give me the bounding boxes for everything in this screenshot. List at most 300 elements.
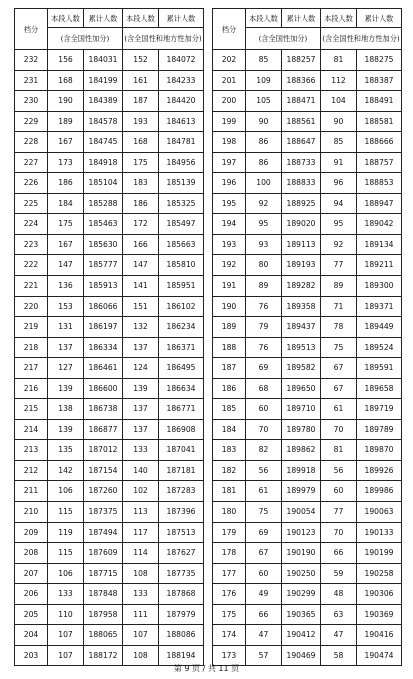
cell-count: 107 xyxy=(48,645,84,666)
cell-count-2: 108 xyxy=(123,563,159,584)
cell-cumulative: 186197 xyxy=(84,317,123,338)
cell-count: 109 xyxy=(246,70,282,91)
table-row xyxy=(15,522,204,543)
cell-cumulative: 187012 xyxy=(84,440,123,461)
cell-count-2: 139 xyxy=(123,378,159,399)
cell-count: 79 xyxy=(246,317,282,338)
table-row xyxy=(213,543,402,564)
cell-count: 138 xyxy=(48,399,84,420)
cell-count-2: 108 xyxy=(123,645,159,666)
table-row xyxy=(15,399,204,420)
cell-cumulative-2: 185139 xyxy=(159,173,204,194)
cell-count: 105 xyxy=(246,91,282,112)
cell-count-2: 92 xyxy=(321,234,357,255)
cell-score: 187 xyxy=(213,358,246,379)
cell-cumulative-2: 188947 xyxy=(357,193,402,214)
cell-count: 133 xyxy=(48,584,84,605)
cell-cumulative: 189918 xyxy=(282,460,321,481)
cell-count-2: 66 xyxy=(321,543,357,564)
table-row xyxy=(213,132,402,153)
cell-cumulative: 188925 xyxy=(282,193,321,214)
cell-cumulative-2: 185810 xyxy=(159,255,204,276)
cell-cumulative-2: 189986 xyxy=(357,481,402,502)
cell-count: 189 xyxy=(48,111,84,132)
header-count-2: 本段人数 xyxy=(321,9,357,28)
cell-count-2: 141 xyxy=(123,276,159,297)
table-row xyxy=(15,481,204,502)
table-row xyxy=(213,625,402,646)
cell-count-2: 58 xyxy=(321,645,357,666)
cell-score: 177 xyxy=(213,563,246,584)
cell-score: 227 xyxy=(15,152,48,173)
cell-score: 179 xyxy=(213,522,246,543)
cell-score: 205 xyxy=(15,604,48,625)
cell-cumulative-2: 189300 xyxy=(357,276,402,297)
cell-cumulative-2: 187868 xyxy=(159,584,204,605)
cell-score: 216 xyxy=(15,378,48,399)
table-row xyxy=(15,255,204,276)
cell-cumulative-2: 189449 xyxy=(357,317,402,338)
cell-score: 195 xyxy=(213,193,246,214)
cell-cumulative: 189020 xyxy=(282,214,321,235)
cell-cumulative: 185288 xyxy=(84,193,123,214)
table-row xyxy=(213,419,402,440)
cell-count: 60 xyxy=(246,563,282,584)
cell-cumulative: 189358 xyxy=(282,296,321,317)
cell-score: 221 xyxy=(15,276,48,297)
cell-cumulative: 188561 xyxy=(282,111,321,132)
cell-cumulative-2: 186634 xyxy=(159,378,204,399)
header-cumulative: 累计人数 xyxy=(84,9,123,28)
cell-count-2: 67 xyxy=(321,358,357,379)
cell-score: 210 xyxy=(15,502,48,523)
cell-cumulative: 184031 xyxy=(84,50,123,71)
cell-count: 153 xyxy=(48,296,84,317)
header-count: 本段人数 xyxy=(246,9,282,28)
cell-score: 217 xyxy=(15,358,48,379)
cell-cumulative-2: 190369 xyxy=(357,604,402,625)
cell-count: 139 xyxy=(48,419,84,440)
cell-count: 70 xyxy=(246,419,282,440)
table-row xyxy=(15,276,204,297)
table-row xyxy=(213,214,402,235)
cell-count-2: 81 xyxy=(321,50,357,71)
cell-cumulative: 185777 xyxy=(84,255,123,276)
cell-cumulative: 187958 xyxy=(84,604,123,625)
header-count-2: 本段人数 xyxy=(123,9,159,28)
cell-cumulative-2: 189524 xyxy=(357,337,402,358)
table-row xyxy=(213,317,402,338)
table-row xyxy=(213,234,402,255)
table-row xyxy=(15,111,204,132)
cell-cumulative: 189650 xyxy=(282,378,321,399)
cell-count: 100 xyxy=(246,173,282,194)
cell-cumulative-2: 190474 xyxy=(357,645,402,666)
cell-cumulative: 188733 xyxy=(282,152,321,173)
cell-count: 57 xyxy=(246,645,282,666)
table-row xyxy=(15,173,204,194)
cell-count: 137 xyxy=(48,337,84,358)
cell-score: 230 xyxy=(15,91,48,112)
cell-cumulative-2: 185325 xyxy=(159,193,204,214)
cell-score: 189 xyxy=(213,317,246,338)
cell-score: 176 xyxy=(213,584,246,605)
cell-cumulative-2: 184781 xyxy=(159,132,204,153)
cell-score: 212 xyxy=(15,460,48,481)
table-row xyxy=(213,522,402,543)
cell-count: 76 xyxy=(246,337,282,358)
cell-count: 167 xyxy=(48,132,84,153)
cell-cumulative: 189862 xyxy=(282,440,321,461)
cell-cumulative: 186600 xyxy=(84,378,123,399)
cell-cumulative: 190365 xyxy=(282,604,321,625)
cell-count: 68 xyxy=(246,378,282,399)
cell-cumulative: 184578 xyxy=(84,111,123,132)
cell-count: 115 xyxy=(48,502,84,523)
cell-count: 49 xyxy=(246,584,282,605)
cell-score: 192 xyxy=(213,255,246,276)
cell-count: 93 xyxy=(246,234,282,255)
table-row xyxy=(15,296,204,317)
table-row xyxy=(15,214,204,235)
table-row xyxy=(15,419,204,440)
cell-count: 106 xyxy=(48,481,84,502)
header-cumulative-2: 累计人数 xyxy=(357,9,402,28)
cell-cumulative-2: 188387 xyxy=(357,70,402,91)
cell-cumulative-2: 188491 xyxy=(357,91,402,112)
cell-cumulative: 190054 xyxy=(282,502,321,523)
cell-cumulative-2: 190258 xyxy=(357,563,402,584)
table-row xyxy=(213,502,402,523)
cell-score: 207 xyxy=(15,563,48,584)
cell-count-2: 89 xyxy=(321,276,357,297)
cell-count-2: 161 xyxy=(123,70,159,91)
cell-count-2: 175 xyxy=(123,152,159,173)
cell-count: 107 xyxy=(48,625,84,646)
table-row xyxy=(213,337,402,358)
table-row xyxy=(213,584,402,605)
cell-count: 86 xyxy=(246,132,282,153)
cell-count-2: 133 xyxy=(123,440,159,461)
table-row xyxy=(15,193,204,214)
cell-cumulative-2: 189926 xyxy=(357,460,402,481)
cell-count: 175 xyxy=(48,214,84,235)
table-row xyxy=(213,358,402,379)
cell-cumulative: 189437 xyxy=(282,317,321,338)
cell-count: 131 xyxy=(48,317,84,338)
cell-count-2: 113 xyxy=(123,502,159,523)
cell-score: 202 xyxy=(213,50,246,71)
header-score: 档分 xyxy=(213,9,246,50)
cell-count: 75 xyxy=(246,502,282,523)
cell-cumulative: 189979 xyxy=(282,481,321,502)
cell-count: 95 xyxy=(246,214,282,235)
cell-cumulative: 188647 xyxy=(282,132,321,153)
cell-cumulative-2: 184233 xyxy=(159,70,204,91)
cell-count: 86 xyxy=(246,152,282,173)
cell-count: 82 xyxy=(246,440,282,461)
table-row xyxy=(213,255,402,276)
cell-count-2: 78 xyxy=(321,317,357,338)
cell-count-2: 166 xyxy=(123,234,159,255)
table-row xyxy=(213,481,402,502)
cell-count-2: 133 xyxy=(123,584,159,605)
cell-count: 167 xyxy=(48,234,84,255)
cell-cumulative: 187848 xyxy=(84,584,123,605)
cell-count-2: 152 xyxy=(123,50,159,71)
table-row xyxy=(15,337,204,358)
cell-cumulative: 185630 xyxy=(84,234,123,255)
cell-count-2: 85 xyxy=(321,132,357,153)
cell-cumulative: 186334 xyxy=(84,337,123,358)
cell-count-2: 70 xyxy=(321,419,357,440)
cell-count: 127 xyxy=(48,358,84,379)
table-row xyxy=(15,460,204,481)
cell-cumulative-2: 185663 xyxy=(159,234,204,255)
table-body-right xyxy=(213,50,402,666)
cell-cumulative: 186877 xyxy=(84,419,123,440)
cell-cumulative-2: 188194 xyxy=(159,645,204,666)
cell-count-2: 67 xyxy=(321,378,357,399)
cell-cumulative: 188257 xyxy=(282,50,321,71)
cell-count-2: 183 xyxy=(123,173,159,194)
cell-count-2: 117 xyxy=(123,522,159,543)
cell-count-2: 186 xyxy=(123,193,159,214)
cell-score: 222 xyxy=(15,255,48,276)
cell-score: 232 xyxy=(15,50,48,71)
cell-count-2: 102 xyxy=(123,481,159,502)
table-row xyxy=(15,132,204,153)
table-body-left xyxy=(15,50,204,666)
header-subtitle-national-local: (含全国性和地方性加分) xyxy=(321,28,402,50)
cell-score: 199 xyxy=(213,111,246,132)
cell-score: 173 xyxy=(213,645,246,666)
cell-count: 115 xyxy=(48,543,84,564)
cell-cumulative-2: 184956 xyxy=(159,152,204,173)
cell-cumulative: 188833 xyxy=(282,173,321,194)
cell-count: 61 xyxy=(246,481,282,502)
cell-count-2: 193 xyxy=(123,111,159,132)
table-row xyxy=(15,152,204,173)
cell-cumulative: 190412 xyxy=(282,625,321,646)
cell-score: 206 xyxy=(15,584,48,605)
cell-cumulative-2: 184072 xyxy=(159,50,204,71)
cell-count-2: 140 xyxy=(123,460,159,481)
cell-cumulative-2: 187735 xyxy=(159,563,204,584)
cell-score: 209 xyxy=(15,522,48,543)
cell-cumulative: 187375 xyxy=(84,502,123,523)
cell-cumulative-2: 184613 xyxy=(159,111,204,132)
cell-score: 211 xyxy=(15,481,48,502)
header-score: 档分 xyxy=(15,9,48,50)
cell-score: 175 xyxy=(213,604,246,625)
cell-count: 85 xyxy=(246,50,282,71)
cell-cumulative-2: 189211 xyxy=(357,255,402,276)
cell-cumulative-2: 189042 xyxy=(357,214,402,235)
cell-count: 173 xyxy=(48,152,84,173)
cell-cumulative-2: 188757 xyxy=(357,152,402,173)
table-row xyxy=(213,70,402,91)
cell-count: 67 xyxy=(246,543,282,564)
cell-score: 203 xyxy=(15,645,48,666)
cell-score: 200 xyxy=(213,91,246,112)
cell-cumulative: 184199 xyxy=(84,70,123,91)
table-row xyxy=(213,296,402,317)
cell-score: 178 xyxy=(213,543,246,564)
cell-score: 182 xyxy=(213,460,246,481)
cell-count: 90 xyxy=(246,111,282,132)
cell-count: 66 xyxy=(246,604,282,625)
score-table-left xyxy=(14,8,204,666)
cell-score: 201 xyxy=(213,70,246,91)
cell-cumulative-2: 189371 xyxy=(357,296,402,317)
cell-cumulative-2: 190306 xyxy=(357,584,402,605)
score-table-right xyxy=(212,8,402,666)
table-row xyxy=(213,378,402,399)
cell-score: 208 xyxy=(15,543,48,564)
cell-cumulative: 187154 xyxy=(84,460,123,481)
table-row xyxy=(213,173,402,194)
cell-cumulative-2: 186371 xyxy=(159,337,204,358)
cell-cumulative-2: 189658 xyxy=(357,378,402,399)
cell-cumulative-2: 187181 xyxy=(159,460,204,481)
page-footer: 第 9 页 / 共 11 页 xyxy=(173,664,240,673)
header-subtitle-national-local: (含全国性和地方性加分) xyxy=(123,28,204,50)
table-row xyxy=(15,440,204,461)
cell-score: 226 xyxy=(15,173,48,194)
header-subtitle-national: (含全国性加分) xyxy=(48,28,123,50)
cell-count-2: 132 xyxy=(123,317,159,338)
cell-score: 196 xyxy=(213,173,246,194)
table-row xyxy=(213,152,402,173)
cell-score: 180 xyxy=(213,502,246,523)
cell-cumulative: 189710 xyxy=(282,399,321,420)
cell-cumulative-2: 188853 xyxy=(357,173,402,194)
cell-count-2: 137 xyxy=(123,419,159,440)
cell-score: 188 xyxy=(213,337,246,358)
cell-cumulative-2: 188581 xyxy=(357,111,402,132)
header-cumulative: 累计人数 xyxy=(282,9,321,28)
cell-count: 106 xyxy=(48,563,84,584)
table-row xyxy=(213,460,402,481)
cell-count: 119 xyxy=(48,522,84,543)
cell-cumulative: 187609 xyxy=(84,543,123,564)
cell-score: 186 xyxy=(213,378,246,399)
cell-cumulative-2: 187513 xyxy=(159,522,204,543)
cell-cumulative-2: 186908 xyxy=(159,419,204,440)
cell-cumulative-2: 186771 xyxy=(159,399,204,420)
cell-cumulative-2: 185951 xyxy=(159,276,204,297)
cell-cumulative: 184918 xyxy=(84,152,123,173)
cell-cumulative-2: 187627 xyxy=(159,543,204,564)
cell-count-2: 172 xyxy=(123,214,159,235)
cell-count-2: 147 xyxy=(123,255,159,276)
cell-cumulative-2: 189134 xyxy=(357,234,402,255)
cell-score: 220 xyxy=(15,296,48,317)
cell-count-2: 60 xyxy=(321,481,357,502)
cell-count: 190 xyxy=(48,91,84,112)
cell-count-2: 47 xyxy=(321,625,357,646)
cell-cumulative: 184389 xyxy=(84,91,123,112)
cell-count-2: 71 xyxy=(321,296,357,317)
cell-count-2: 124 xyxy=(123,358,159,379)
cell-score: 194 xyxy=(213,214,246,235)
cell-score: 218 xyxy=(15,337,48,358)
cell-count-2: 48 xyxy=(321,584,357,605)
cell-cumulative-2: 189719 xyxy=(357,399,402,420)
cell-count-2: 114 xyxy=(123,543,159,564)
cell-cumulative-2: 186495 xyxy=(159,358,204,379)
cell-cumulative-2: 187396 xyxy=(159,502,204,523)
cell-cumulative: 189193 xyxy=(282,255,321,276)
cell-score: 198 xyxy=(213,132,246,153)
cell-score: 204 xyxy=(15,625,48,646)
table-row xyxy=(213,91,402,112)
cell-score: 213 xyxy=(15,440,48,461)
cell-count-2: 111 xyxy=(123,604,159,625)
cell-cumulative: 186066 xyxy=(84,296,123,317)
table-row xyxy=(15,317,204,338)
table-row xyxy=(213,111,402,132)
cell-cumulative-2: 185497 xyxy=(159,214,204,235)
cell-count-2: 77 xyxy=(321,255,357,276)
cell-cumulative-2: 189789 xyxy=(357,419,402,440)
cell-score: 193 xyxy=(213,234,246,255)
cell-count-2: 77 xyxy=(321,502,357,523)
cell-count-2: 107 xyxy=(123,625,159,646)
table-row xyxy=(213,399,402,420)
table-row xyxy=(15,604,204,625)
cell-cumulative-2: 190133 xyxy=(357,522,402,543)
cell-cumulative-2: 187979 xyxy=(159,604,204,625)
table-row xyxy=(213,604,402,625)
cell-count: 56 xyxy=(246,460,282,481)
cell-count: 135 xyxy=(48,440,84,461)
cell-score: 197 xyxy=(213,152,246,173)
cell-count: 92 xyxy=(246,193,282,214)
table-row xyxy=(213,563,402,584)
cell-count-2: 63 xyxy=(321,604,357,625)
cell-score: 174 xyxy=(213,625,246,646)
cell-count-2: 59 xyxy=(321,563,357,584)
cell-score: 214 xyxy=(15,419,48,440)
cell-cumulative: 187715 xyxy=(84,563,123,584)
cell-score: 231 xyxy=(15,70,48,91)
cell-count: 80 xyxy=(246,255,282,276)
cell-cumulative-2: 190063 xyxy=(357,502,402,523)
table-row xyxy=(213,276,402,297)
cell-score: 183 xyxy=(213,440,246,461)
table-row xyxy=(15,234,204,255)
cell-count: 139 xyxy=(48,378,84,399)
table-row xyxy=(213,50,402,71)
cell-cumulative-2: 189591 xyxy=(357,358,402,379)
table-row xyxy=(15,502,204,523)
cell-cumulative: 189582 xyxy=(282,358,321,379)
table-row xyxy=(15,50,204,71)
cell-cumulative: 188065 xyxy=(84,625,123,646)
cell-cumulative-2: 186234 xyxy=(159,317,204,338)
cell-count-2: 70 xyxy=(321,522,357,543)
cell-cumulative: 190123 xyxy=(282,522,321,543)
table-row xyxy=(15,378,204,399)
cell-count: 69 xyxy=(246,522,282,543)
cell-count: 76 xyxy=(246,296,282,317)
table-row xyxy=(15,358,204,379)
cell-cumulative: 184745 xyxy=(84,132,123,153)
cell-count: 156 xyxy=(48,50,84,71)
table-row xyxy=(213,193,402,214)
